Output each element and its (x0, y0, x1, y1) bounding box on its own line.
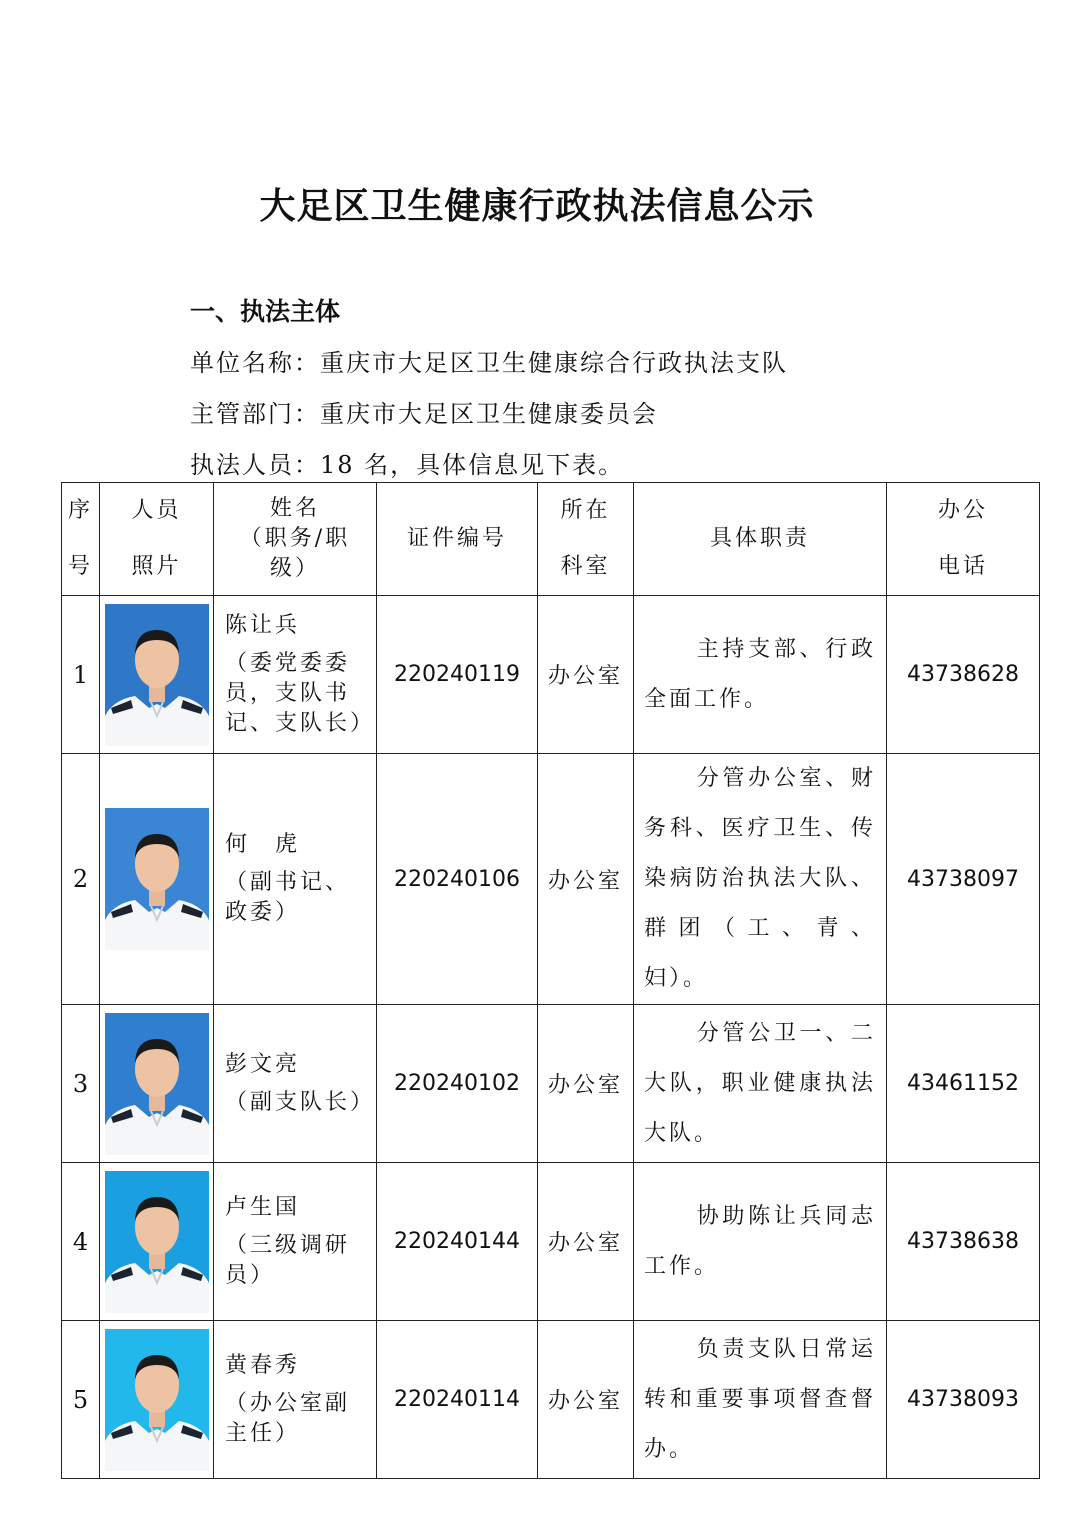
header-dept: 所在 科室 (538, 483, 634, 596)
row-photo-cell (100, 1005, 214, 1163)
duty-text: 分管公卫一、二大队，职业健康执法大队。 (644, 1020, 876, 1146)
row-duty (634, 1163, 887, 1321)
staff-name: 彭文亮 (225, 1051, 301, 1077)
table-row (62, 1005, 1040, 1163)
row-name-cell (214, 596, 377, 754)
table-row (62, 1321, 1040, 1479)
row-seq: 4 (62, 1163, 100, 1321)
row-phone: 43738093 (887, 1321, 1040, 1479)
section-heading: 一、执法主体 (190, 297, 341, 326)
row-phone: 43738097 (887, 754, 1040, 1005)
staff-photo (105, 808, 209, 950)
table-header-row (62, 483, 1040, 596)
row-cert: 220240144 (377, 1163, 538, 1321)
header-name: 姓名 （职务/职 级） (214, 483, 377, 596)
department-label: 主管部门： (190, 400, 320, 428)
row-dept: 办公室 (538, 1321, 634, 1479)
row-duty (634, 596, 887, 754)
staff-title: （三级调研员） (225, 1232, 351, 1288)
row-phone: 43738638 (887, 1163, 1040, 1321)
row-seq: 3 (62, 1005, 100, 1163)
staff-photo (105, 1329, 209, 1471)
staff-title: （副书记、政委） (225, 870, 351, 925)
row-name-cell (214, 1163, 377, 1321)
duty-text: 主持支部、行政全面工作。 (644, 636, 876, 712)
duty-text: 负责支队日常运转和重要事项督查督办。 (644, 1336, 876, 1462)
row-cert: 220240114 (377, 1321, 538, 1479)
row-name-cell (214, 1321, 377, 1479)
row-seq: 1 (62, 596, 100, 754)
row-photo-cell (100, 1163, 214, 1321)
staff-photo (105, 1171, 209, 1313)
row-phone: 43461152 (887, 1005, 1040, 1163)
staff-count-line (190, 445, 624, 480)
row-cert: 220240102 (377, 1005, 538, 1163)
staff-title: （委党委委员，支队书记、支队长） (225, 650, 376, 736)
staff-name: 卢生国 (225, 1194, 301, 1220)
row-dept: 办公室 (538, 596, 634, 754)
table-row (62, 1163, 1040, 1321)
staff-name: 陈让兵 (225, 612, 301, 638)
staff-title: （副支队长） (225, 1089, 376, 1115)
header-duty: 具体职责 (634, 483, 887, 596)
staff-table (61, 482, 1040, 1479)
staff-photo (105, 1013, 209, 1155)
row-dept: 办公室 (538, 1005, 634, 1163)
row-dept: 办公室 (538, 1163, 634, 1321)
page-title: 大足区卫生健康行政执法信息公示 (259, 186, 815, 227)
row-duty (634, 1321, 887, 1479)
unit-value: 重庆市大足区卫生健康综合行政执法支队 (320, 349, 788, 377)
header-photo: 人员 照片 (100, 483, 214, 596)
unit-line (190, 343, 788, 378)
row-dept: 办公室 (538, 754, 634, 1005)
row-name-cell (214, 754, 377, 1005)
staff-count-value: 18 名，具体信息见下表。 (320, 451, 625, 479)
duty-text: 分管办公室、财务科、医疗卫生、传染病防治执法大队、群团（工、青、妇）。 (644, 766, 876, 991)
row-cert: 220240106 (377, 754, 538, 1005)
staff-title: （办公室副主任） (225, 1390, 351, 1446)
table-row (62, 754, 1040, 1005)
row-photo-cell (100, 1321, 214, 1479)
row-photo-cell (100, 754, 214, 1005)
staff-name: 黄春秀 (225, 1352, 301, 1378)
row-name-cell (214, 1005, 377, 1163)
row-photo-cell (100, 596, 214, 754)
header-cert: 证件编号 (377, 483, 538, 596)
row-duty (634, 754, 887, 1005)
row-phone: 43738628 (887, 596, 1040, 754)
staff-photo (105, 604, 209, 746)
staff-count-label: 执法人员： (190, 451, 320, 479)
staff-name: 何 虎 (225, 832, 301, 857)
row-seq: 2 (62, 754, 100, 1005)
row-seq: 5 (62, 1321, 100, 1479)
duty-text: 协助陈让兵同志工作。 (644, 1203, 876, 1279)
department-line (190, 394, 658, 429)
row-cert: 220240119 (377, 596, 538, 754)
table-row (62, 596, 1040, 754)
header-phone: 办公 电话 (887, 483, 1040, 596)
header-seq: 序 号 (62, 483, 100, 596)
department-value: 重庆市大足区卫生健康委员会 (320, 400, 658, 428)
unit-label: 单位名称： (190, 349, 320, 377)
row-duty (634, 1005, 887, 1163)
